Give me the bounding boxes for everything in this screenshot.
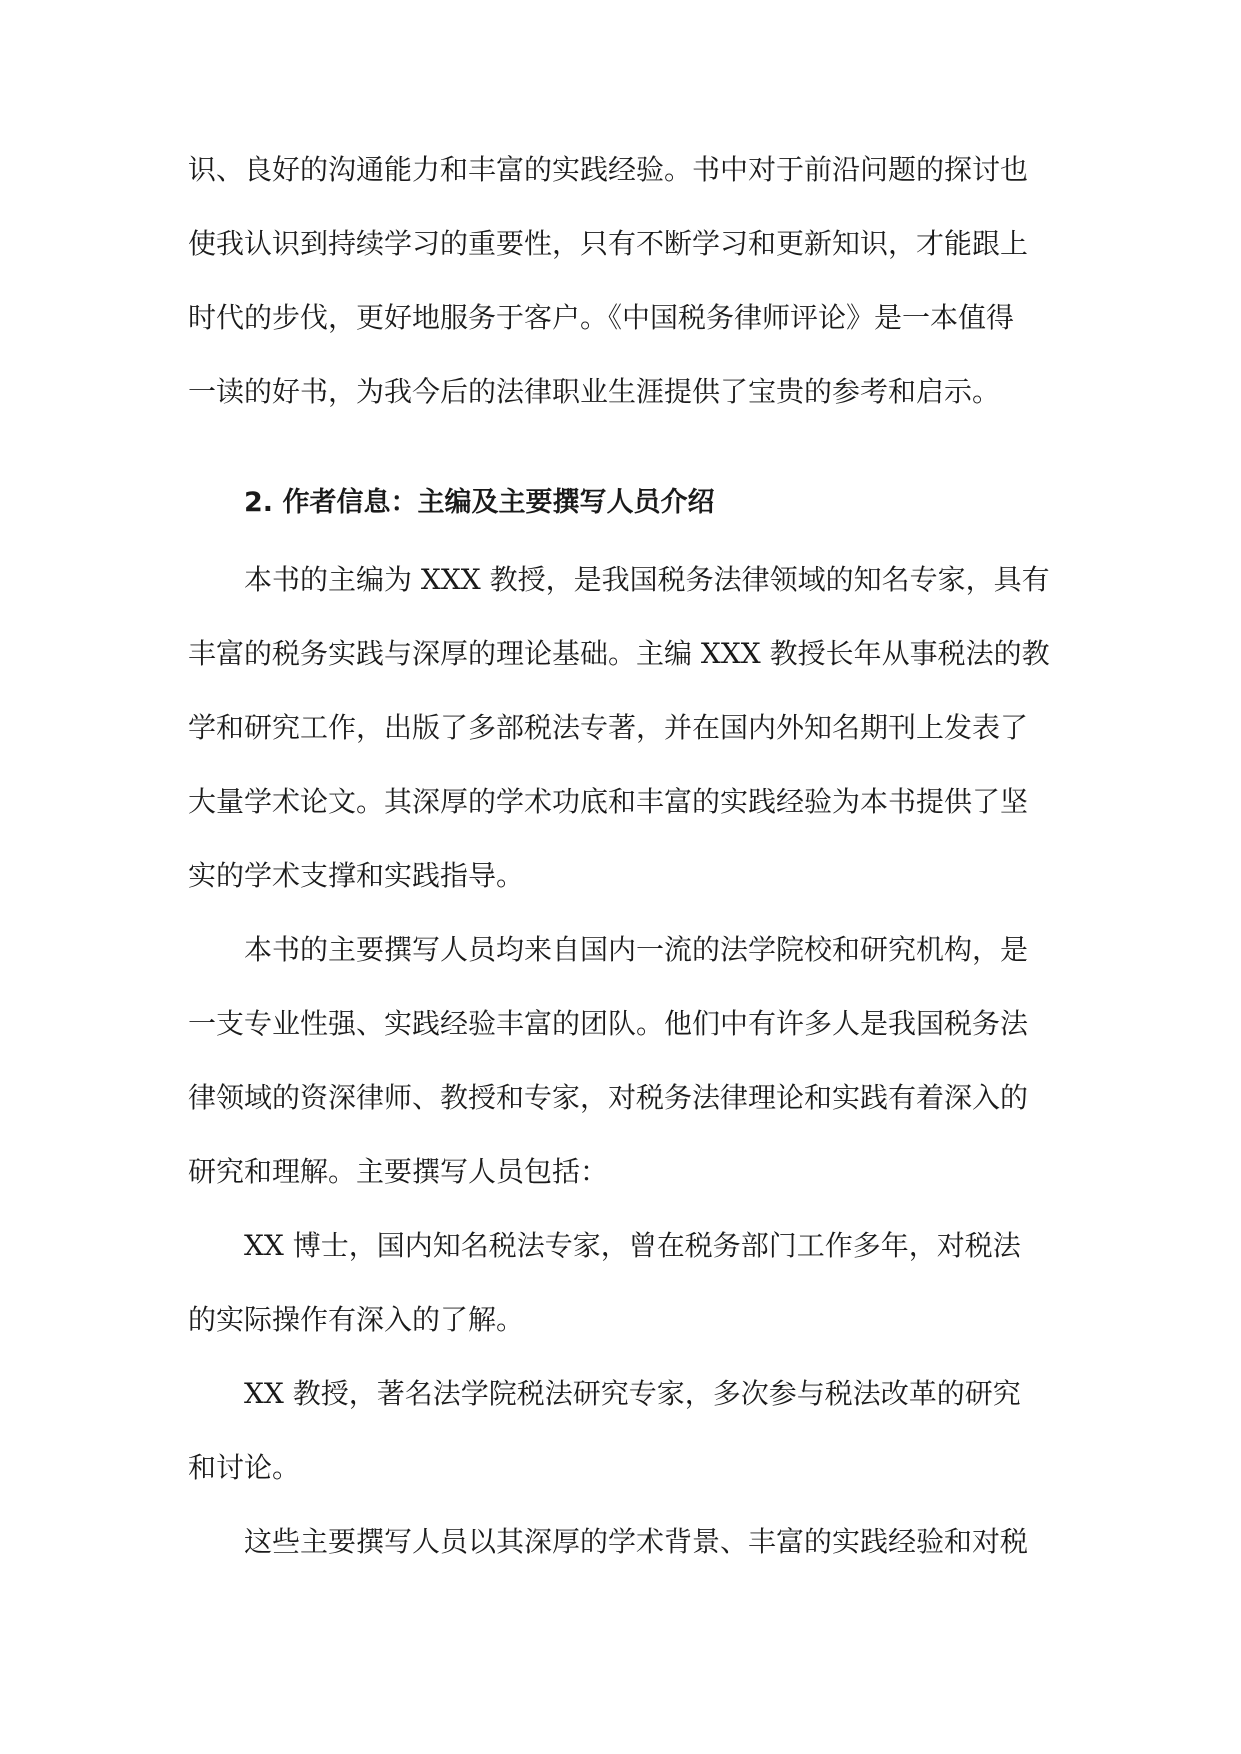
paragraph-line: 这些主要撰写人员以其深厚的学术背景、丰富的实践经验和对税 bbox=[244, 1525, 1029, 1558]
paragraph-line: 本书的主编为 XXX 教授，是我国税务法律领域的知名专家，具有 bbox=[244, 563, 1050, 596]
paragraph-line: 本书的主要撰写人员均来自国内一流的法学院校和研究机构，是 bbox=[244, 933, 1029, 966]
paragraph-line: 一支专业性强、实践经验丰富的团队。他们中有许多人是我国税务法 bbox=[188, 1007, 1029, 1040]
paragraph-line: 大量学术论文。其深厚的学术功底和丰富的实践经验为本书提供了坚 bbox=[188, 785, 1029, 818]
paragraph-line: 和讨论。 bbox=[188, 1451, 301, 1484]
paragraph-line: XX 教授，著名法学院税法研究专家，多次参与税法改革的研究 bbox=[244, 1377, 1021, 1410]
paragraph-line: 学和研究工作，出版了多部税法专著，并在国内外知名期刊上发表了 bbox=[188, 711, 1029, 744]
paragraph-line: XX 博士，国内知名税法专家，曾在税务部门工作多年，对税法 bbox=[244, 1229, 1021, 1262]
paragraph-line: 使我认识到持续学习的重要性，只有不断学习和更新知识，才能跟上 bbox=[188, 227, 1029, 260]
section-heading: 2. 作者信息：主编及主要撰写人员介绍 bbox=[244, 487, 715, 518]
paragraph-line: 律领域的资深律师、教授和专家，对税务法律理论和实践有着深入的 bbox=[188, 1081, 1029, 1114]
paragraph-line: 研究和理解。主要撰写人员包括： bbox=[188, 1155, 609, 1188]
paragraph-line: 实的学术支撑和实践指导。 bbox=[188, 859, 525, 892]
paragraph-line: 丰富的税务实践与深厚的理论基础。主编 XXX 教授长年从事税法的教 bbox=[188, 637, 1050, 670]
paragraph-line: 的实际操作有深入的了解。 bbox=[188, 1303, 525, 1336]
paragraph-line: 一读的好书，为我今后的法律职业生涯提供了宝贵的参考和启示。 bbox=[188, 375, 1001, 408]
paragraph-line: 时代的步伐，更好地服务于客户。《中国税务律师评论》是一本值得 bbox=[188, 301, 1015, 334]
paragraph-line: 识、良好的沟通能力和丰富的实践经验。书中对于前沿问题的探讨也 bbox=[188, 153, 1029, 186]
